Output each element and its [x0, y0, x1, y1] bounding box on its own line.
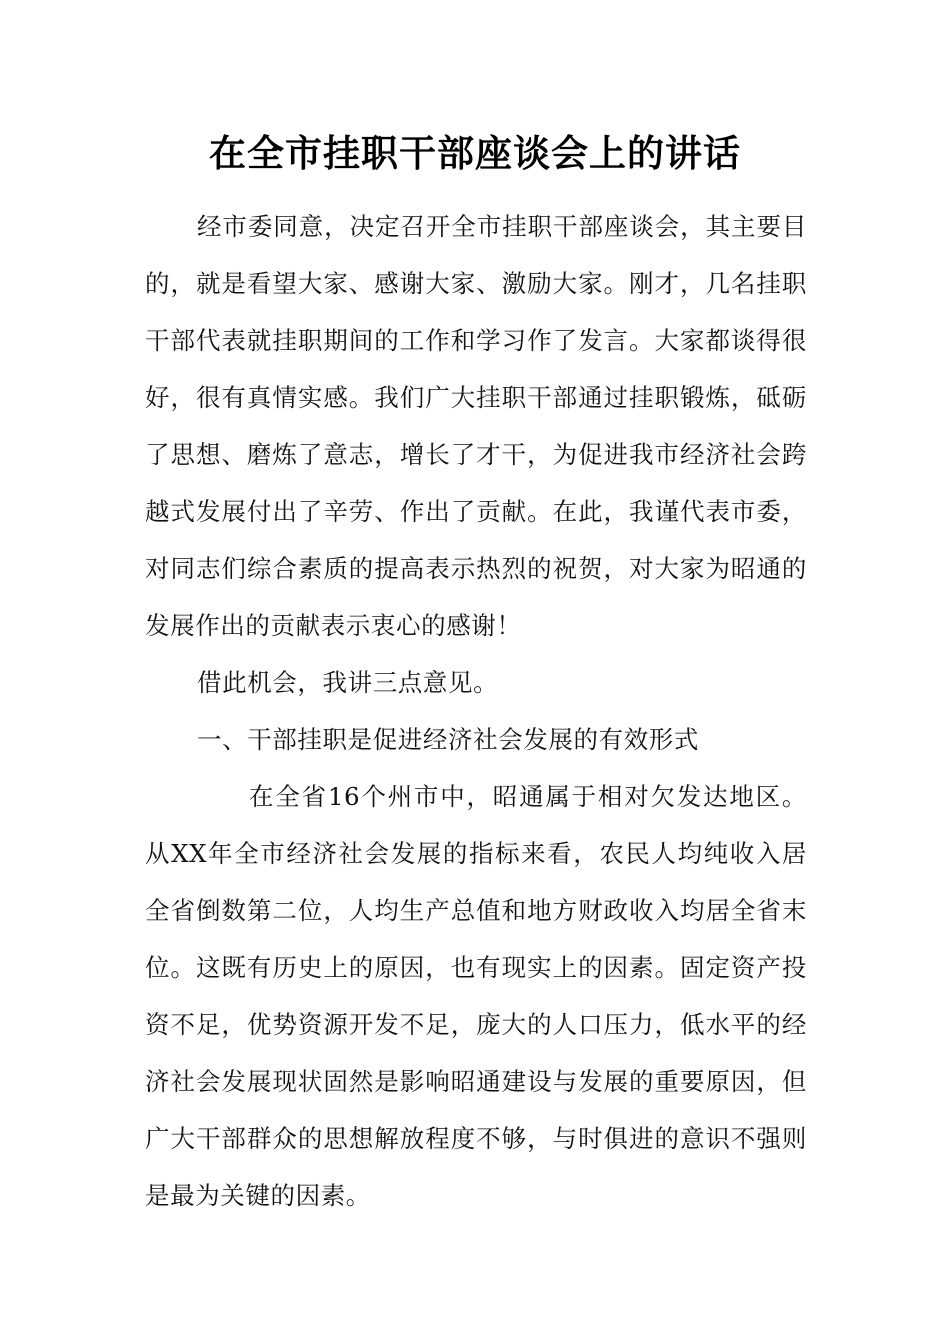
section-heading-1: 一、干部挂职是促进经济社会发展的有效形式	[197, 725, 699, 754]
document-title: 在全市挂职干部座谈会上的讲话	[209, 132, 741, 175]
paragraph-section-1: 在全省16个州市中，昭通属于相对欠发达地区。从XX年全市经济社会发展的指标来看，农民人均纯收入居全省倒数第二位，人均生产总值和地方财政收入均居全省末位。这既有历史上的原因，也有现实上的因素。固定资产投资不足，优势资源开发不足，庞大的人口压力，低水平的经济社会发展现状固然是影响昭通建设与发展的重要原因，但广大干部群众的思想解放程度不够，与时俱进的意识不强则是最为关键的因素。	[145, 782, 807, 1210]
paragraph-intro-points: 借此机会，我讲三点意见。	[197, 668, 499, 697]
document-body	[145, 198, 807, 1224]
paragraph-opening: 经市委同意，决定召开全市挂职干部座谈会，其主要目的，就是看望大家、感谢大家、激励大家。刚才，几名挂职干部代表就挂职期间的工作和学习作了发言。大家都谈得很好，很有真情实感。我们广大挂职干部通过挂职锻炼，砥砺了思想、磨炼了意志，增长了才干，为促进我市经济社会跨越式发展付出了辛劳、作出了贡献。在此，我谨代表市委，对同志们综合素质的提高表示热烈的祝贺，对大家为昭通的发展作出的贡献表示衷心的感谢！	[145, 212, 807, 640]
